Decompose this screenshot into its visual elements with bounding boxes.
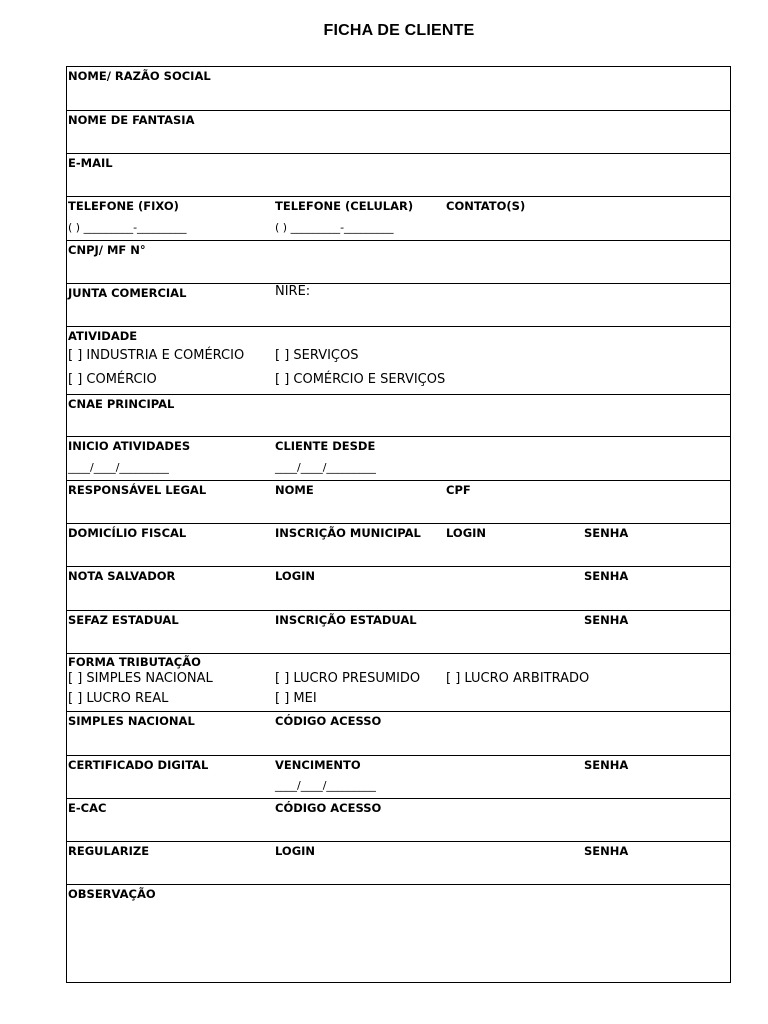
label-inicio-atividades: INICIO ATIVIDADES (68, 439, 191, 453)
telefone-celular-blank: ( ) _________-_________ (275, 221, 394, 234)
label-ecac-codigo: CÓDIGO ACESSO (275, 801, 382, 815)
label-cnae: CNAE PRINCIPAL (68, 397, 175, 411)
label-cliente-desde: CLIENTE DESDE (275, 439, 376, 453)
vencimento-date-blank: ____/____/_________ (275, 779, 376, 792)
option-comercio[interactable]: [ ] COMÉRCIO (68, 372, 157, 387)
label-cnpj: CNPJ/ MF N° (68, 243, 146, 257)
option-mei[interactable]: [ ] MEI (275, 691, 317, 706)
row-inicio (67, 436, 730, 480)
inicio-date-blank: ____/____/_________ (68, 461, 169, 474)
label-nire: NIRE: (275, 284, 311, 299)
label-telefone-celular: TELEFONE (CELULAR) (275, 199, 414, 213)
label-inscricao-municipal: INSCRIÇÃO MUNICIPAL (275, 526, 421, 540)
label-nota-senha: SENHA (584, 569, 629, 583)
row-observacao (67, 884, 730, 982)
label-atividade: ATIVIDADE (68, 329, 138, 343)
row-sefaz (67, 610, 730, 653)
label-simples-codigo: CÓDIGO ACESSO (275, 714, 382, 728)
row-atividade (67, 326, 730, 394)
row-certificado (67, 755, 730, 798)
form-title: FICHA DE CLIENTE (323, 22, 475, 39)
row-responsavel (67, 480, 730, 523)
label-domicilio-senha: SENHA (584, 526, 629, 540)
label-responsavel: RESPONSÁVEL LEGAL (68, 483, 207, 497)
label-cpf: CPF (446, 483, 471, 497)
label-sefaz: SEFAZ ESTADUAL (68, 613, 179, 627)
label-telefone-fixo: TELEFONE (FIXO) (68, 199, 179, 213)
label-forma-tributacao: FORMA TRIBUTAÇÃO (68, 655, 201, 669)
label-observacao: OBSERVAÇÃO (68, 887, 156, 901)
row-email (67, 153, 730, 196)
label-regularize-login: LOGIN (275, 844, 316, 858)
row-telefone (67, 196, 730, 240)
label-simples-nacional: SIMPLES NACIONAL (68, 714, 195, 728)
label-nota-login: LOGIN (275, 569, 316, 583)
option-comercio-servicos[interactable]: [ ] COMÉRCIO E SERVIÇOS (275, 372, 446, 387)
row-simples (67, 711, 730, 755)
row-junta (67, 283, 730, 326)
label-regularize: REGULARIZE (68, 844, 150, 858)
label-certificado: CERTIFICADO DIGITAL (68, 758, 209, 772)
option-lucro-presumido[interactable]: [ ] LUCRO PRESUMIDO (275, 671, 421, 686)
label-nota-salvador: NOTA SALVADOR (68, 569, 176, 583)
label-certificado-senha: SENHA (584, 758, 629, 772)
label-domicilio: DOMICÍLIO FISCAL (68, 526, 187, 540)
telefone-fixo-blank: ( ) _________-_________ (68, 221, 187, 234)
label-domicilio-login: LOGIN (446, 526, 487, 540)
label-inscricao-estadual: INSCRIÇÃO ESTADUAL (275, 613, 417, 627)
row-domicilio (67, 523, 730, 566)
label-sefaz-senha: SENHA (584, 613, 629, 627)
row-nome (67, 67, 730, 110)
option-lucro-real[interactable]: [ ] LUCRO REAL (68, 691, 169, 706)
row-regularize (67, 841, 730, 884)
client-form (66, 66, 731, 983)
option-servicos[interactable]: [ ] SERVIÇOS (275, 348, 359, 363)
label-junta: JUNTA COMERCIAL (68, 286, 187, 300)
option-simples-nacional[interactable]: [ ] SIMPLES NACIONAL (68, 671, 213, 686)
option-industria-comercio[interactable]: [ ] INDUSTRIA E COMÉRCIO (68, 348, 245, 363)
row-tributacao (67, 653, 730, 711)
label-fantasia: NOME DE FANTASIA (68, 113, 195, 127)
label-contato: CONTATO(S) (446, 199, 526, 213)
label-vencimento: VENCIMENTO (275, 758, 361, 772)
label-ecac: E-CAC (68, 801, 107, 815)
row-ecac (67, 798, 730, 841)
cliente-desde-date-blank: ____/____/_________ (275, 461, 376, 474)
row-fantasia (67, 110, 730, 153)
row-nota (67, 566, 730, 610)
label-email: E-MAIL (68, 156, 113, 170)
label-nome-responsavel: NOME (275, 483, 314, 497)
label-nome: NOME/ RAZÃO SOCIAL (68, 69, 211, 83)
option-lucro-arbitrado[interactable]: [ ] LUCRO ARBITRADO (446, 671, 590, 686)
row-cnae (67, 394, 730, 436)
row-cnpj (67, 240, 730, 283)
label-regularize-senha: SENHA (584, 844, 629, 858)
